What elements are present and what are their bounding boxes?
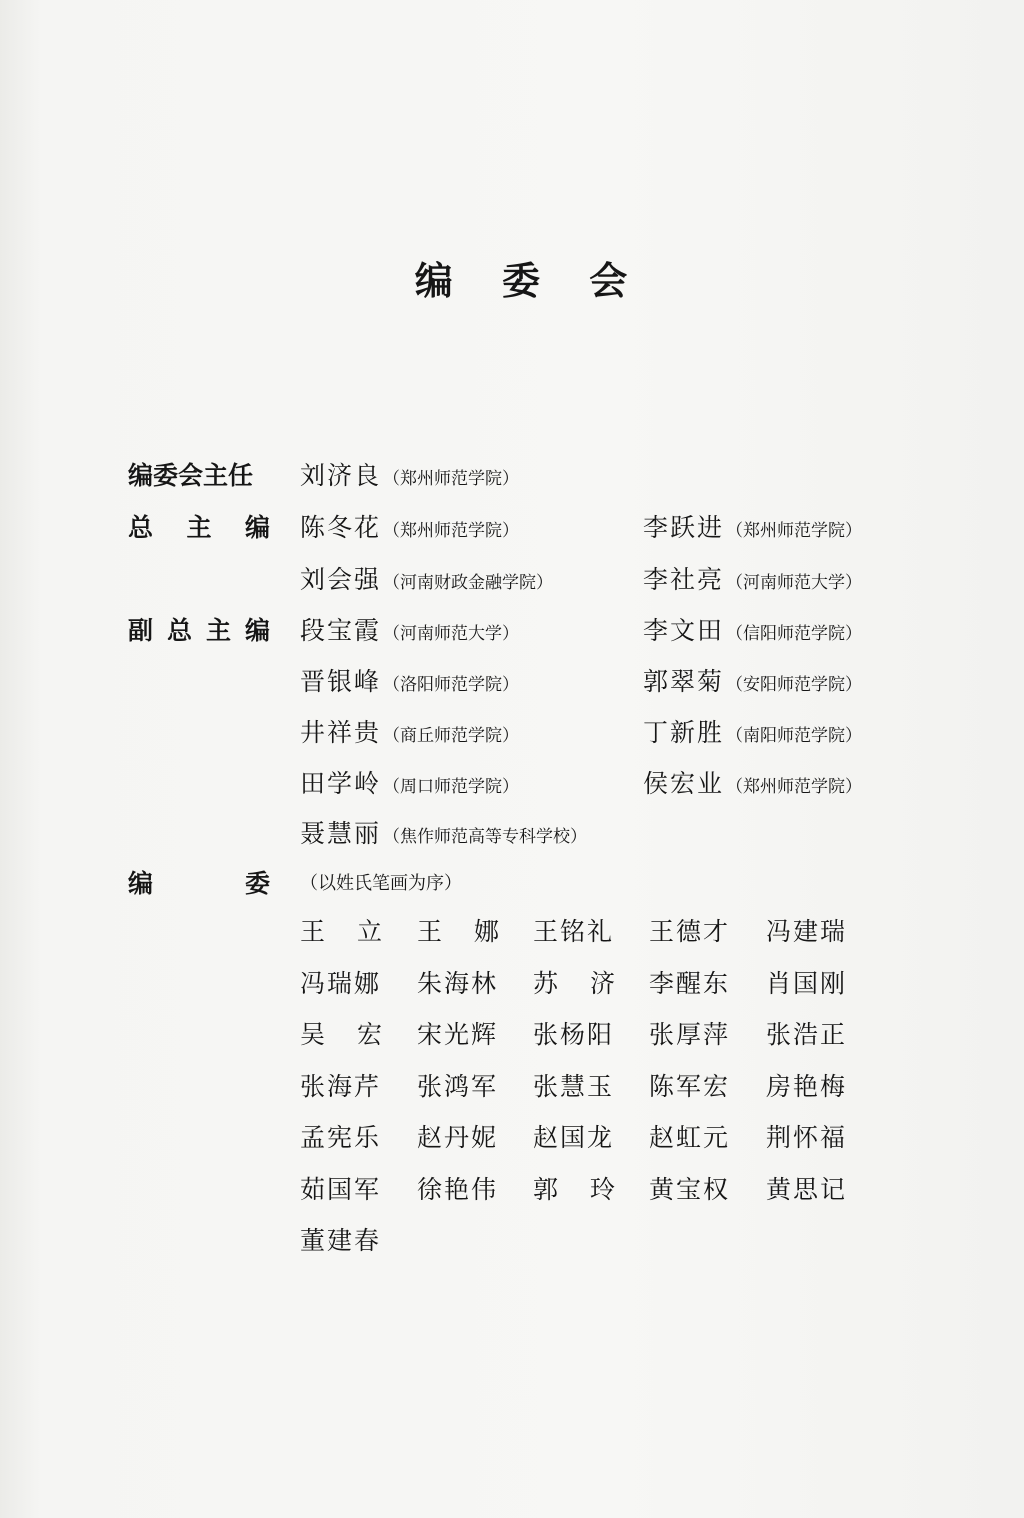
member-name: 孟宪乐 (300, 1123, 382, 1152)
member-name: 王铭礼 (533, 917, 615, 946)
member-name: 徐艳伟 (417, 1174, 499, 1204)
member-name: 赵虹元 (649, 1123, 731, 1152)
member-name-char: 苏 (533, 968, 561, 998)
person-affiliation: （焦作师范高等专科学校） (383, 827, 588, 847)
member-name-char: 玲 (589, 1174, 617, 1204)
member-name: 张鸿军 (417, 1071, 499, 1101)
member-name-char: 宏 (356, 1020, 384, 1049)
member-name-char: 王 (417, 917, 445, 946)
member-name-char: 立 (356, 917, 384, 946)
deputy-editor-entry (300, 664, 519, 700)
role-chief-editor-label (128, 510, 270, 546)
deputy-editor-entry (643, 766, 862, 802)
person-name: 刘济良 (300, 461, 382, 490)
role-char: 总 (128, 513, 154, 542)
person-affiliation: （南阳师范学院） (726, 726, 863, 746)
member-name: 张慧玉 (533, 1071, 615, 1101)
member-name: 张海芹 (300, 1071, 382, 1101)
person-name: 李跃进 (643, 513, 725, 542)
person-name: 侯宏业 (643, 769, 725, 798)
deputy-editor-entry (300, 715, 519, 751)
person-affiliation: （郑州师范学院） (726, 777, 863, 797)
member-name: 张浩正 (766, 1020, 848, 1049)
member-name: 房艳梅 (766, 1071, 848, 1101)
role-members-label (128, 866, 270, 902)
member-name: 李醒东 (649, 968, 731, 998)
member-name (533, 1170, 617, 1210)
member-name-char: 娜 (473, 917, 501, 946)
role-char: 主 (205, 616, 231, 645)
member-name: 张杨阳 (533, 1020, 615, 1049)
deputy-editor-entry (300, 766, 519, 802)
person-affiliation: （安阳师范学院） (726, 675, 863, 695)
person-affiliation: （河南财政金融学院） (383, 573, 554, 593)
member-name: 赵国龙 (533, 1123, 615, 1152)
person-name: 聂慧丽 (300, 819, 382, 848)
member-name (417, 912, 501, 952)
member-name-char: 郭 (533, 1174, 561, 1204)
person-name: 井祥贵 (300, 718, 382, 747)
person-name: 李社亮 (643, 565, 725, 594)
deputy-editor-entry (643, 613, 862, 649)
person-name: 陈冬花 (300, 513, 382, 542)
person-name: 郭翠菊 (643, 667, 725, 696)
person-name: 刘会强 (300, 565, 382, 594)
deputy-editor-entry (643, 664, 862, 700)
person-name: 李文田 (643, 616, 725, 645)
member-name-char: 济 (589, 968, 617, 998)
member-name: 茹国军 (300, 1174, 382, 1204)
chief-editor-entry (643, 562, 862, 598)
members-order-note: （以姓氏笔画为序） (300, 873, 462, 894)
person-affiliation: （郑州师范学院） (383, 469, 520, 489)
person-name: 段宝霞 (300, 616, 382, 645)
person-affiliation: （信阳师范学院） (726, 624, 863, 644)
deputy-editor-entry (300, 613, 519, 649)
chief-editor-entry (300, 562, 553, 598)
member-name: 黄宝权 (649, 1174, 731, 1204)
person-affiliation: （洛阳师范学院） (383, 675, 520, 695)
person-name: 晋银峰 (300, 667, 382, 696)
role-char: 编 (128, 869, 154, 898)
role-chair-label: 编委会主任 (128, 461, 254, 490)
person-affiliation: （河南师范大学） (383, 624, 520, 644)
member-name: 冯建瑞 (766, 917, 848, 946)
member-name: 朱海林 (417, 968, 499, 998)
member-name: 张厚萍 (649, 1020, 731, 1049)
person-affiliation: （河南师范大学） (726, 573, 863, 593)
member-name-char: 吴 (300, 1020, 328, 1049)
chair-entry (300, 458, 519, 494)
chief-editor-entry (300, 510, 519, 546)
role-char: 主 (186, 513, 212, 542)
person-name: 丁新胜 (643, 718, 725, 747)
role-char: 编 (244, 616, 270, 645)
role-char: 副 (128, 616, 154, 645)
member-name: 赵丹妮 (417, 1123, 499, 1152)
member-name: 王德才 (649, 917, 731, 946)
deputy-editor-entry (643, 715, 862, 751)
member-name (533, 964, 617, 1004)
role-char: 委 (244, 869, 270, 898)
person-affiliation: （郑州师范学院） (726, 521, 863, 541)
role-char: 编 (244, 513, 270, 542)
person-affiliation: （郑州师范学院） (383, 521, 520, 541)
role-deputy-chief-editor-label (128, 613, 270, 649)
member-name-char: 王 (300, 917, 328, 946)
page-title: 编 委 会 (414, 259, 646, 303)
person-name: 田学岭 (300, 769, 382, 798)
person-affiliation: （周口师范学院） (383, 777, 520, 797)
member-name: 肖国刚 (766, 968, 848, 998)
member-name: 荆怀福 (766, 1123, 848, 1152)
member-name: 董建春 (300, 1226, 382, 1255)
member-name (300, 912, 384, 952)
member-name: 黄思记 (766, 1174, 848, 1204)
deputy-editor-entry (300, 816, 587, 852)
member-name: 冯瑞娜 (300, 968, 382, 998)
chief-editor-entry (643, 510, 862, 546)
member-name: 宋光辉 (417, 1020, 499, 1049)
member-name: 陈军宏 (649, 1071, 731, 1101)
person-affiliation: （商丘师范学院） (383, 726, 520, 746)
member-name (300, 1015, 384, 1055)
role-char: 总 (166, 616, 192, 645)
